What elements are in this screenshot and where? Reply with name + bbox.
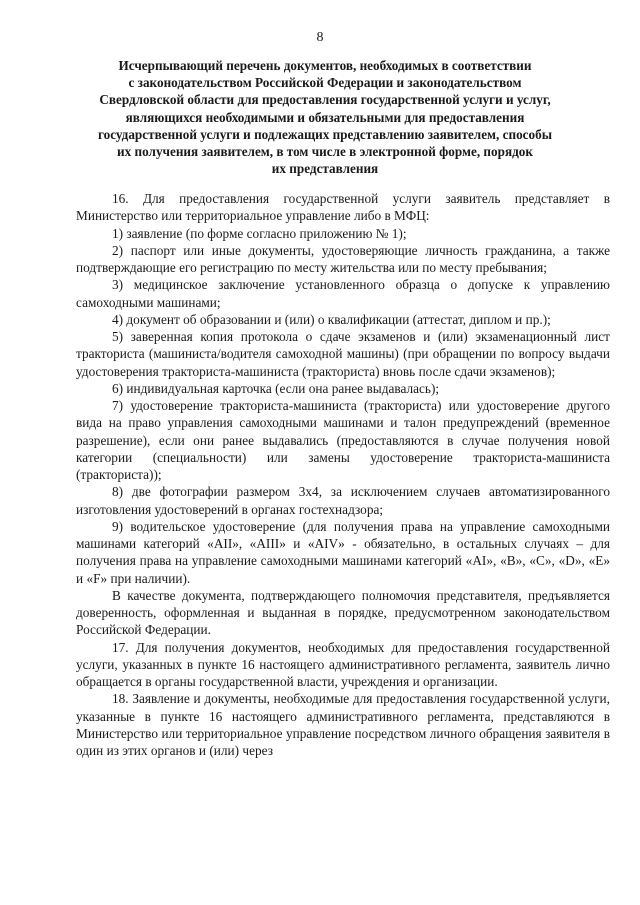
list-item-9: 9) водительское удостоверение (для получения права на управление самоходными машинами категорий «AII», «AIII» и «AIV» - обязательно, в остальных случаях – для получения права на управление самоходными машинами категорий «AI», «B», «C», «D», «E» и «F» при наличии).: [76, 518, 610, 586]
list-item-4: 4) документ об образовании и (или) о квалификации (аттестат, диплом и пр.);: [112, 311, 551, 327]
paragraph-16: 16. Для предоставления государственной услуги заявитель представляет в Министерство или территориальное управление либо в МФЦ:: [76, 191, 610, 224]
heading-line: государственной услуги и подлежащих представлению заявителем, способы: [97, 126, 553, 142]
list-item-8: 8) две фотографии размером 3х4, за исключением случаев автоматизированного изготовления удостоверений в органах гостехнадзора;: [76, 484, 610, 517]
paragraph-17: 17. Для получения документов, необходимых для предоставления государственной услуги, указанных в пункте 16 настоящего административного регламента, заявитель лично обращается в органы государственной власти, учреждения и организации.: [76, 639, 610, 689]
list-item-5: 5) заверенная копия протокола о сдаче экзаменов и (или) экзаменационный лист тракториста (машиниста/водителя самоходной машины) (при обращении по вопросу выдачи удостоверения тракториста-машиниста (тракториста) вновь после сдачи экзаменов);: [76, 329, 610, 379]
paragraph-18: 18. Заявление и документы, необходимые для предоставления государственной услуги, указанные в пункте 16 настоящего административного регламента, представляются в Министерство или территориальное управление посредством личного обращения заявителя в один из этих органов и (или) через: [76, 691, 610, 758]
heading-line: являющихся необходимыми и обязательными для предоставления: [125, 109, 525, 125]
page-number: 8: [316, 30, 324, 45]
document-body: [76, 190, 610, 759]
heading-line: Свердловской области для предоставления государственной услуги и услуг,: [99, 92, 551, 108]
heading-line: их получения заявителем, в том числе в электронной форме, порядок: [117, 144, 533, 160]
list-item-3: 3) медицинское заключение установленного образца о допуске к управлению самоходными машинами;: [76, 277, 610, 310]
heading-line: их представления: [271, 161, 379, 177]
list-item-6: 6) индивидуальная карточка (если она ранее выдавалась);: [112, 380, 440, 396]
list-item-2: 2) паспорт или иные документы, удостоверяющие личность гражданина, а также подтверждающие его регистрацию по месту жительства или по месту пребывания;: [76, 242, 610, 275]
list-item-7: 7) удостоверение тракториста-машиниста (тракториста) или удостоверение другого вида на право управления самоходными машинами и талон предупреждений (временное разрешение), если они ранее выдавались (предоставляются в случае получения новой категории (специальности) или замены удостоверение тракториста-машиниста (тракториста));: [76, 398, 610, 482]
section-heading: [70, 57, 580, 177]
representative-paragraph: В качестве документа, подтверждающего полномочия представителя, предъявляется доверенность, оформленная и выданная в порядке, предусмотренном законодательством Российской Федерации.: [76, 587, 610, 638]
list-item-1: 1) заявление (по форме согласно приложению № 1);: [112, 225, 407, 241]
heading-line: с законодательством Российской Федерации и законодательством: [128, 75, 522, 91]
heading-line: Исчерпывающий перечень документов, необходимых в соответствии: [118, 58, 532, 73]
